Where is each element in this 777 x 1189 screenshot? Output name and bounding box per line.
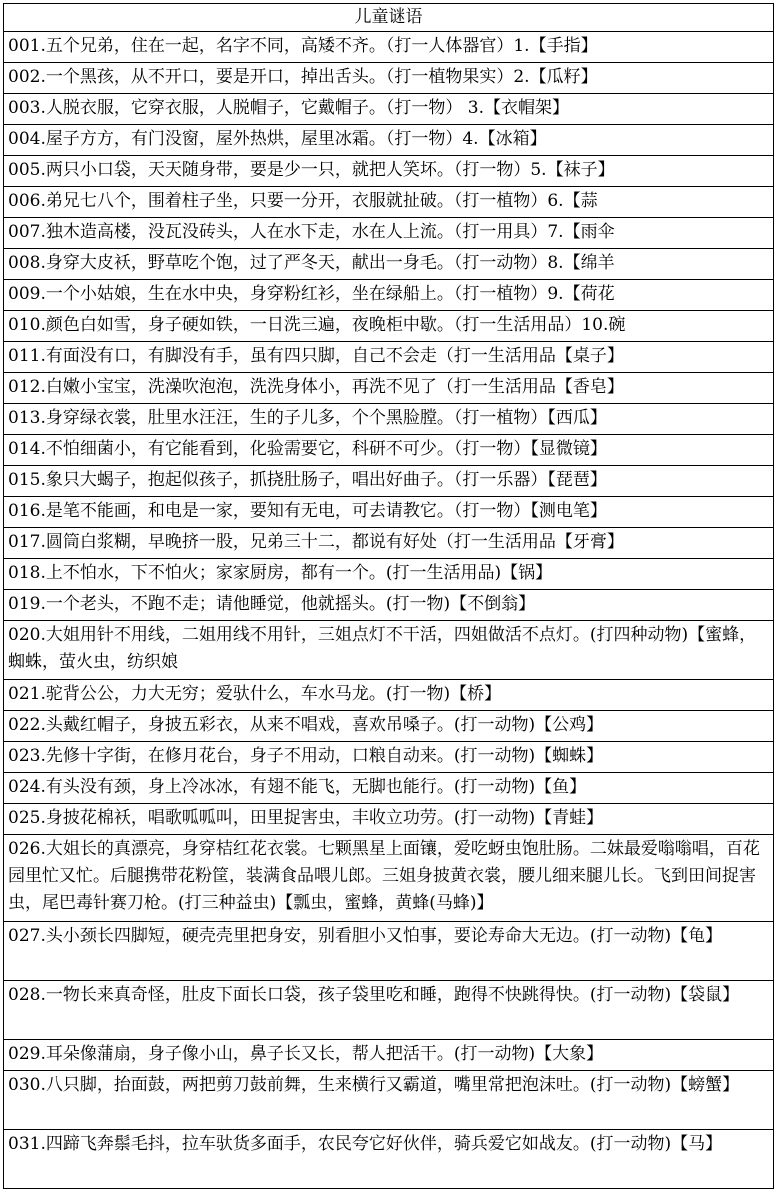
riddle-row: 022.头戴红帽子，身披五彩衣，从来不唱戏，喜欢吊嗓子。(打一动物)【公鸡】 (4, 711, 774, 742)
riddle-row: 016.是笔不能画，和电是一家，要知有无电，可去请教它。（打一物）【测电笔】 (4, 497, 774, 528)
riddle-row: 017.圆筒白浆糊，早晚挤一股，兄弟三十二，都说有好处（打一生活用品【牙膏】 (4, 528, 774, 559)
riddle-row: 008.身穿大皮袄，野草吃个饱，过了严冬天，献出一身毛。（打一动物）8.【绵羊 (4, 249, 774, 280)
riddle-row: 025.身披花棉袄，唱歌呱呱叫，田里捉害虫，丰收立功劳。(打一动物)【青蛙】 (4, 804, 774, 835)
riddle-row: 015.象只大蝎子，抱起似孩子，抓挠肚肠子，唱出好曲子。（打一乐器）【琵琶】 (4, 466, 774, 497)
riddle-row: 010.颜色白如雪，身子硬如铁，一日洗三遍，夜晚柜中歇。（打一生活用品）10.碗 (4, 311, 774, 342)
riddle-row: 028.一物长来真奇怪，肚皮下面长口袋，孩子袋里吃和睡，跑得不快跳得快。(打一动物)【袋鼠】 (4, 981, 774, 1040)
riddle-row: 023.先修十字街，在修月花台，身子不用动，口粮自动来。(打一动物)【蜘蛛】 (4, 742, 774, 773)
riddle-row: 020.大姐用针不用线，二姐用线不用针，三姐点灯不干活，四姐做活不点灯。(打四种动物)【蜜蜂，蜘蛛，萤火虫，纺织娘 (4, 621, 774, 680)
riddle-row: 027.头小颈长四脚短，硬壳壳里把身安，别看胆小又怕事，要论寿命大无边。(打一动物)【龟】 (4, 922, 774, 981)
riddle-row: 029.耳朵像蒲扇，身子像小山，鼻子长又长，帮人把活干。(打一动物)【大象】 (4, 1040, 774, 1071)
riddle-row: 024.有头没有颈，身上冷冰冰，有翅不能飞，无脚也能行。(打一动物)【鱼】 (4, 773, 774, 804)
riddle-row: 004.屋子方方，有门没窗，屋外热烘，屋里冰霜。（打一物）4.【冰箱】 (4, 125, 774, 156)
riddle-table (3, 3, 774, 1189)
riddle-row: 002.一个黑孩，从不开口，要是开口，掉出舌头。（打一植物果实）2.【瓜籽】 (4, 63, 774, 94)
riddle-row: 003.人脱衣服，它穿衣服，人脱帽子，它戴帽子。（打一物） 3.【衣帽架】 (4, 94, 774, 125)
riddle-row: 011.有面没有口，有脚没有手，虽有四只脚，自己不会走（打一生活用品【桌子】 (4, 342, 774, 373)
riddle-row: 006.弟兄七八个，围着柱子坐，只要一分开，衣服就扯破。（打一植物）6.【蒜 (4, 187, 774, 218)
riddle-row: 031.四蹄飞奔鬃毛抖，拉车驮货多面手，农民夸它好伙伴，骑兵爱它如战友。(打一动物)【马】 (4, 1130, 774, 1189)
table-title: 儿童谜语 (4, 4, 774, 32)
riddle-row: 013.身穿绿衣裳，肚里水汪汪，生的子儿多，个个黑脸膛。（打一植物）【西瓜】 (4, 404, 774, 435)
riddle-row: 007.独木造高楼，没瓦没砖头，人在水下走，水在人上流。（打一用具）7.【雨伞 (4, 218, 774, 249)
riddle-row: 014.不怕细菌小，有它能看到，化验需要它，科研不可少。（打一物）【显微镜】 (4, 435, 774, 466)
riddle-row: 019.一个老头，不跑不走；请他睡觉，他就摇头。(打一物)【不倒翁】 (4, 590, 774, 621)
riddle-row: 018.上不怕水，下不怕火；家家厨房，都有一个。(打一生活用品)【锅】 (4, 559, 774, 590)
riddle-row: 009.一个小姑娘，生在水中央，身穿粉红衫，坐在绿船上。（打一植物）9.【荷花 (4, 280, 774, 311)
riddle-row: 005.两只小口袋，天天随身带，要是少一只，就把人笑坏。（打一物）5.【袜子】 (4, 156, 774, 187)
riddle-row: 021.驼背公公，力大无穷；爱驮什么，车水马龙。(打一物)【桥】 (4, 680, 774, 711)
riddle-row: 001.五个兄弟，住在一起，名字不同，高矮不齐。（打一人体器官）1.【手指】 (4, 32, 774, 63)
riddle-row: 012.白嫩小宝宝，洗澡吹泡泡，洗洗身体小，再洗不见了（打一生活用品【香皂】 (4, 373, 774, 404)
riddle-row: 030.八只脚，抬面鼓，两把剪刀鼓前舞，生来横行又霸道，嘴里常把泡沫吐。(打一动物)【螃蟹】 (4, 1071, 774, 1130)
riddle-sheet (3, 3, 774, 1189)
riddle-row: 026.大姐长的真漂亮，身穿桔红花衣裳。七颗黑星上面镶，爱吃蚜虫饱肚肠。二妹最爱嗡嗡唱，百花园里忙又忙。后腿携带花粉筐，装满食品喂儿郎。三姐身披黄衣裳，腰儿细来腿儿长。飞到田间捉害虫，尾巴毒针赛刀枪。(打三种益虫)【瓢虫，蜜蜂，黄蜂(马蜂)】 (4, 835, 774, 922)
